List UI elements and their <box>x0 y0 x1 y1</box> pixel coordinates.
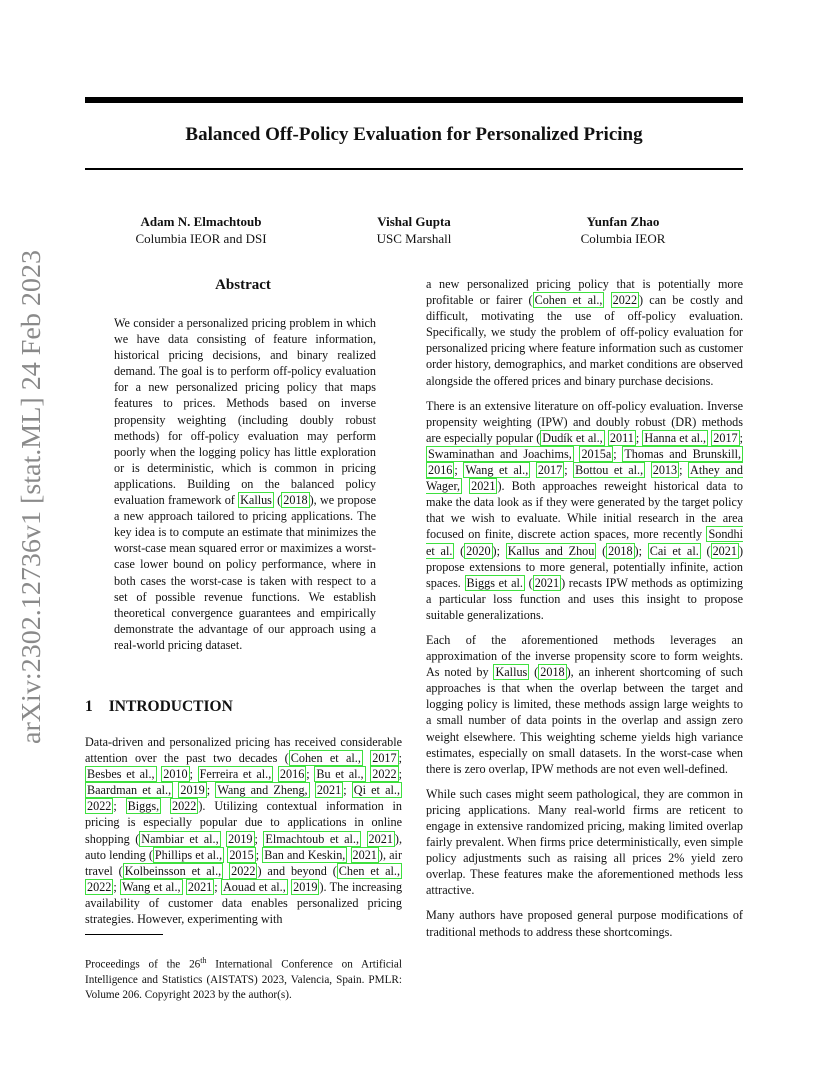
citation-link[interactable]: 2018 <box>283 493 308 508</box>
citation-link[interactable]: 2015 <box>229 847 254 862</box>
citation-link[interactable]: Bottou et al., <box>575 463 644 478</box>
abstract-body: We consider a personalized pricing problem in which we have data consisting of feature information, historical pricing decisions, and binary realized demand. The goal is to perform off-policy evaluation for a new personalized pricing policy that maps features to prices. Methods based on inverse propensity weighting (including doubly robust methods) for off-policy evaluation may perform poorly when the logging policy has little exploration or is deterministic, which is common in pricing applications. Building on the balanced policy evaluation framework of Kallus ( 2018 ), we propose a new approach tailored to pricing applications. The key idea is to compute an estimate that minimizes the worst-case mean squared error or maximizes a worst-case lower bound on policy performance, where in both cases the worst-case is taken with respect to a set of possible revenue functions. We establish theoretical convergence guarantees and empirically demonstrate the advantage of our approach using a real-world pricing dataset. <box>114 316 377 652</box>
abstract-heading: Abstract <box>215 277 271 293</box>
author-affiliation: Columbia IEOR <box>580 231 666 246</box>
body-paragraph: a new personalized pricing policy that is potentially more profitable or fairer ( Cohen et al., 2022 ) can be costly and difficult, motivating the use of off-policy evaluation. Specifically, we study the problem of off-policy evaluation for personalized pricing where feature information such as customer order history, demographics, and market conditions are observed alongside the offered prices and binary purchase decisions. <box>426 277 744 388</box>
author-name: Yunfan Zhao <box>586 214 660 229</box>
citation-link[interactable]: 2017 <box>372 751 397 766</box>
citation-link[interactable]: 2010 <box>163 767 188 782</box>
author-affiliation: USC Marshall <box>376 231 452 246</box>
citation-link[interactable]: Wang et al., <box>122 879 181 894</box>
citation-link[interactable]: Aouad et al., <box>222 879 286 894</box>
arxiv-identifier-svg <box>10 250 50 745</box>
citation-link[interactable]: 2016 <box>428 463 453 478</box>
citation-link[interactable]: Ferreira et al., <box>199 767 272 782</box>
citation-link[interactable]: 2022 <box>171 799 197 814</box>
section-heading-introduction <box>85 698 405 716</box>
citation-link[interactable]: Biggs et al. <box>466 575 523 590</box>
citation-link[interactable]: Elmachtoub et al., <box>265 831 360 846</box>
citation-link[interactable]: Cohen et al., <box>290 751 361 766</box>
author-block-3 <box>513 213 733 247</box>
citation-link[interactable]: Wang and Zheng, <box>217 783 308 798</box>
citation-link[interactable]: Ban and Keskin, <box>264 847 346 862</box>
arxiv-identifier-text: arXiv:2302.12736v1 [stat.ML] 24 Feb 2023 <box>16 268 46 744</box>
citation-link[interactable]: Biggs, <box>127 799 160 814</box>
citation-link[interactable]: 2019 <box>180 783 205 798</box>
title-bottom-rule <box>85 168 743 170</box>
paper-title: Balanced Off-Policy Evaluation for Personalized Pricing <box>185 124 643 145</box>
citation-link[interactable]: 2022 <box>612 293 638 308</box>
citation-link[interactable]: 2016 <box>279 767 305 782</box>
author-block-2 <box>304 213 524 247</box>
citation-link[interactable]: 2013 <box>652 463 678 478</box>
body-paragraph: There is an extensive literature on off-policy evaluation. Inverse propensity weighting (IPW) and doubly robust (DR) methods are especially popular ( Dudík et al., 2011 ; Hanna et al., 2017 ; Swaminathan and Joachims, 2015a ; Thomas and Brunskill, 2016 ; Wang et al., 2017 ; Bottou et al., 2013 ; Athey and Wager, 2021 ). Both approaches reweight historical data to make the data look as if they were generated by the target policy that we wish to evaluate. While initial research in the area focused on finite, discrete action spaces, more recently Sondhi et al. ( 2020 ); Kallus and Zhou ( 2018 ); Cai et al. ( 2021 ) propose extensions to more general, potentially infinite, action spaces. Biggs et al. ( 2021 ) recasts IPW methods as optimizing a particular loss function and uses this insight to propose suitable generalizations. <box>426 398 744 622</box>
citation-link[interactable]: Kallus <box>240 493 272 508</box>
citation-link[interactable]: Swaminathan and Joachims, <box>428 446 572 461</box>
citation-link[interactable]: 2021 <box>712 543 737 558</box>
introduction-paragraph: Data-driven and personalized pricing has received considerable attention over the past two decades ( Cohen et al., 2017 ; Besbes et al., 2010 ; Ferreira et al., 2016 ; Bu et al., 2022 ; Baardman et al., 2019 ; Wang and Zheng, 2021 ; Qi et al., 2022 ; Biggs, 2022 ). Utilizing contextual information in pricing is especially popular due to applications in online shopping ( Nambiar et al., 2019 ; Elmachtoub et al., 2021 ), auto lending ( Phillips et al., 2015 ; Ban and Keskin, 2021 ), air travel ( Kolbeinsson et al., 2022 ) and beyond ( Chen et al., 2022 ; Wang et al., 2021 ; Aouad et al., 2019 ). The increasing availability of customer data enables personalized pricing strategies. However, experimenting with <box>85 735 403 927</box>
title-top-rule <box>85 97 743 103</box>
citation-link[interactable]: 2021 <box>471 479 496 494</box>
citation-link[interactable]: Athey and Wager, <box>426 463 743 494</box>
citation-link[interactable]: Nambiar et al., <box>141 831 219 846</box>
footnote-divider <box>85 934 163 935</box>
body-paragraph: Each of the aforementioned methods leverages an approximation of the inverse propensity score to form weights. As noted by Kallus ( 2018 ), an inherent shortcoming of such approaches is that when the overlap between the target and logging policy is limited, these methods assign large weights to a small number of data points in the overlap and assign zero weight elsewhere. This weighting scheme yields high variance estimates, especially on small datasets. In the worst-case when there is zero overlap, IPW methods are not even well-defined. <box>426 632 744 776</box>
citation-link[interactable]: 2022 <box>87 799 112 814</box>
citation-link[interactable]: Baardman et al., <box>87 783 172 798</box>
citation-link[interactable]: 2019 <box>293 879 318 894</box>
abstract-text: We consider a personalized pricing problem in which we have data consisting of feature information, historical pricing decisions, and binary realized demand. The goal is to perform off-policy evaluation for a new personalized pricing policy that maps features to prices. Methods based on inverse propensity weighting (including doubly robust methods) for off-policy evaluation may perform poorly when the logging policy has little exploration or is deterministic, which is common in pricing applications. Building on the balanced policy evaluation framework of <box>114 316 376 508</box>
arxiv-identifier-stamp[interactable] <box>10 250 50 745</box>
citation-link[interactable]: Kallus and Zhou <box>507 543 595 558</box>
citation-link[interactable]: 2015a <box>581 446 612 461</box>
citation-link[interactable]: 2022 <box>87 879 112 894</box>
author-name: Adam N. Elmachtoub <box>140 214 262 229</box>
citation-link[interactable]: Kallus <box>495 665 528 680</box>
author-affiliation: Columbia IEOR and DSI <box>135 231 267 246</box>
citation-link[interactable]: Sondhi et al. <box>426 527 743 558</box>
citation-link[interactable]: Cai et al. <box>649 543 699 558</box>
citation-link[interactable]: Kolbeinsson et al., <box>124 863 222 878</box>
citation-link[interactable]: Thomas and Brunskill, <box>624 446 742 461</box>
citation-link[interactable]: 2021 <box>316 783 342 798</box>
citation-link[interactable]: 2022 <box>231 863 256 878</box>
section-number: 1 <box>85 698 93 715</box>
citation-link[interactable]: Chen et al., <box>338 863 401 878</box>
citation-link[interactable]: 2018 <box>540 665 565 680</box>
citation-link[interactable]: 2019 <box>228 831 253 846</box>
citation-link[interactable]: 2021 <box>368 831 393 846</box>
abstract-text: ), we propose a new approach tailored to pricing applications. The key idea is to compute an estimate that minimizes the worst-case mean squared error or maximizes a worst-case lower bound on policy performance, where in both cases the worst-case is taken with respect to a set of possible revenue functions. We establish theoretical convergence guarantees and empirically demonstrate the advantage of our approach using a real-world pricing dataset. <box>114 493 377 652</box>
author-block-1 <box>91 213 311 247</box>
citation-link[interactable]: Hanna et al., <box>644 430 707 445</box>
citation-link[interactable]: Besbes et al., <box>87 767 155 782</box>
citation-link[interactable]: Qi et al., <box>353 783 401 798</box>
citation-link[interactable]: 2018 <box>608 543 633 558</box>
citation-link[interactable]: Cohen et al., <box>534 293 603 308</box>
section-title: INTRODUCTION <box>108 698 233 715</box>
citation-link[interactable]: Bu et al., <box>316 767 364 782</box>
right-column <box>426 276 743 949</box>
author-name: Vishal Gupta <box>377 214 451 229</box>
body-paragraph: While such cases might seem pathological, they are common in pricing applications. Many real-world firms are reticent to engage in extensive randomized pricing, making limited overlap fairly prevalent. When firms price deterministically, even simple policy adjustments such as raising all prices 2% yield zero overlap. These features make the aforementioned methods less attractive. <box>426 786 743 898</box>
citation-link[interactable]: 2020 <box>466 543 491 558</box>
citation-link[interactable]: Wang et al., <box>465 463 529 478</box>
proceedings-footnote: Proceedings of the 26th International Conference on Artificial Intelligence and Statistics (AISTATS) 2023, Valencia, Spain. PMLR: Volume 206. Copyright 2023 by the author(s). <box>85 956 402 1001</box>
citation-link[interactable]: 2017 <box>713 430 738 445</box>
citation-link[interactable]: 2021 <box>534 575 560 590</box>
citation-link[interactable]: 2021 <box>352 847 377 862</box>
citation-link[interactable]: 2022 <box>372 767 397 782</box>
body-paragraph: Many authors have proposed general purpose modifications of traditional methods to address these shortcomings. <box>426 908 743 939</box>
citation-link[interactable]: Dudík et al., <box>542 430 603 445</box>
citation-link[interactable]: 2021 <box>187 879 213 894</box>
citation-link[interactable]: 2011 <box>609 430 634 445</box>
citation-link[interactable]: 2017 <box>537 463 563 478</box>
citation-link[interactable]: Phillips et al., <box>154 847 223 862</box>
